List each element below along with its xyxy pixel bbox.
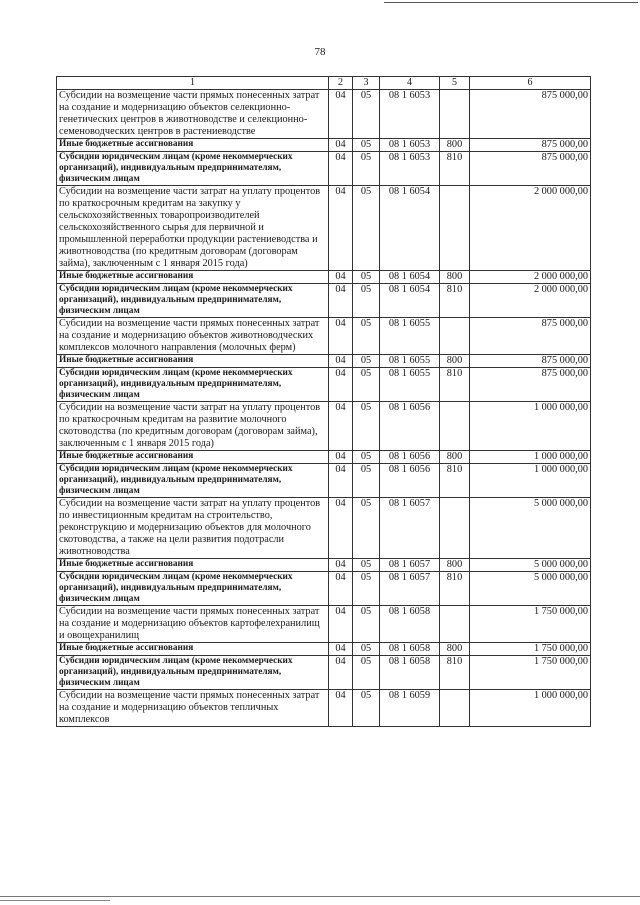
row-subsection: 05	[353, 355, 380, 368]
row-expense-type	[440, 690, 470, 727]
row-expense-type: 800	[440, 643, 470, 656]
row-section: 04	[329, 368, 353, 402]
table-row	[57, 318, 591, 355]
row-expense-type: 810	[440, 464, 470, 498]
row-section: 04	[329, 498, 353, 559]
row-amount: 2 000 000,00	[470, 186, 591, 271]
row-amount: 1 000 000,00	[470, 690, 591, 727]
row-expense-type	[440, 606, 470, 643]
row-section: 04	[329, 643, 353, 656]
table-row	[57, 284, 591, 318]
page-number: 78	[314, 46, 326, 58]
row-subsection: 05	[353, 271, 380, 284]
table-header-row	[57, 77, 591, 90]
row-amount: 875 000,00	[470, 355, 591, 368]
row-target-code: 08 1 6054	[380, 284, 440, 318]
table-row	[57, 690, 591, 727]
row-description: Субсидии на возмещение части прямых понесенных затрат на создание и модернизацию объектов селекционно-генетических центров в животноводстве и селекционно-семеноводческих центров в растениеводстве	[57, 90, 329, 139]
row-section: 04	[329, 572, 353, 606]
header-col-4: 4	[380, 77, 440, 90]
table-row	[57, 464, 591, 498]
row-target-code: 08 1 6054	[380, 271, 440, 284]
table-row	[57, 559, 591, 572]
row-section: 04	[329, 464, 353, 498]
row-amount: 875 000,00	[470, 90, 591, 139]
row-description: Субсидии юридическим лицам (кроме некоммерческих организаций), индивидуальным предпринимателям, физическим лицам	[57, 368, 329, 402]
row-expense-type: 810	[440, 656, 470, 690]
row-amount: 1 000 000,00	[470, 402, 591, 451]
row-description: Субсидии на возмещение части прямых понесенных затрат на создание и модернизацию объектов картофелехранилищ и овощехранилищ	[57, 606, 329, 643]
table-body	[57, 90, 591, 727]
row-description: Субсидии юридическим лицам (кроме некоммерческих организаций), индивидуальным предпринимателям, физическим лицам	[57, 464, 329, 498]
row-expense-type: 810	[440, 152, 470, 186]
row-expense-type: 800	[440, 451, 470, 464]
row-target-code: 08 1 6058	[380, 643, 440, 656]
row-section: 04	[329, 90, 353, 139]
row-target-code: 08 1 6059	[380, 690, 440, 727]
row-target-code: 08 1 6053	[380, 90, 440, 139]
row-expense-type: 810	[440, 368, 470, 402]
row-expense-type	[440, 186, 470, 271]
row-amount: 1 000 000,00	[470, 451, 591, 464]
header-col-3: 3	[353, 77, 380, 90]
row-target-code: 08 1 6053	[380, 139, 440, 152]
table-row	[57, 271, 591, 284]
row-subsection: 05	[353, 656, 380, 690]
table-row	[57, 643, 591, 656]
row-amount: 1 750 000,00	[470, 656, 591, 690]
table-row	[57, 368, 591, 402]
table-row	[57, 355, 591, 368]
row-expense-type: 810	[440, 284, 470, 318]
row-target-code: 08 1 6055	[380, 368, 440, 402]
row-section: 04	[329, 606, 353, 643]
scan-border-line	[0, 900, 110, 901]
row-section: 04	[329, 152, 353, 186]
row-section: 04	[329, 139, 353, 152]
header-col-5: 5	[440, 77, 470, 90]
table-row	[57, 402, 591, 451]
row-target-code: 08 1 6053	[380, 152, 440, 186]
row-amount: 1 750 000,00	[470, 643, 591, 656]
row-description: Иные бюджетные ассигнования	[57, 559, 329, 572]
row-expense-type: 800	[440, 355, 470, 368]
scan-border-line	[0, 896, 640, 897]
row-target-code: 08 1 6055	[380, 355, 440, 368]
table-row	[57, 139, 591, 152]
row-amount: 1 750 000,00	[470, 606, 591, 643]
row-target-code: 08 1 6058	[380, 656, 440, 690]
row-description: Иные бюджетные ассигнования	[57, 355, 329, 368]
row-amount: 2 000 000,00	[470, 284, 591, 318]
row-target-code: 08 1 6054	[380, 186, 440, 271]
row-target-code: 08 1 6056	[380, 451, 440, 464]
table-row	[57, 451, 591, 464]
budget-table	[56, 76, 591, 727]
row-section: 04	[329, 284, 353, 318]
row-expense-type: 800	[440, 559, 470, 572]
header-col-1: 1	[57, 77, 329, 90]
row-description: Иные бюджетные ассигнования	[57, 271, 329, 284]
row-subsection: 05	[353, 152, 380, 186]
table-row	[57, 656, 591, 690]
row-section: 04	[329, 690, 353, 727]
row-amount: 5 000 000,00	[470, 572, 591, 606]
row-subsection: 05	[353, 606, 380, 643]
row-expense-type: 810	[440, 572, 470, 606]
row-subsection: 05	[353, 402, 380, 451]
row-description: Субсидии на возмещение части затрат на уплату процентов по инвестиционным кредитам на строительство, реконструкцию и модернизацию объектов для молочного скотоводства, а также на цели развития подотрасли животноводства	[57, 498, 329, 559]
row-target-code: 08 1 6056	[380, 464, 440, 498]
row-target-code: 08 1 6057	[380, 559, 440, 572]
row-description: Субсидии юридическим лицам (кроме некоммерческих организаций), индивидуальным предпринимателям, физическим лицам	[57, 284, 329, 318]
row-subsection: 05	[353, 90, 380, 139]
row-target-code: 08 1 6057	[380, 572, 440, 606]
row-subsection: 05	[353, 451, 380, 464]
row-description: Субсидии юридическим лицам (кроме некоммерческих организаций), индивидуальным предпринимателям, физическим лицам	[57, 152, 329, 186]
row-subsection: 05	[353, 464, 380, 498]
row-subsection: 05	[353, 139, 380, 152]
scan-border-line	[384, 2, 638, 3]
row-expense-type: 800	[440, 271, 470, 284]
row-amount: 875 000,00	[470, 152, 591, 186]
table-row	[57, 186, 591, 271]
table-row	[57, 572, 591, 606]
row-subsection: 05	[353, 498, 380, 559]
table-row	[57, 498, 591, 559]
row-subsection: 05	[353, 318, 380, 355]
row-section: 04	[329, 318, 353, 355]
row-description: Субсидии юридическим лицам (кроме некоммерческих организаций), индивидуальным предпринимателям, физическим лицам	[57, 572, 329, 606]
row-subsection: 05	[353, 186, 380, 271]
row-expense-type: 800	[440, 139, 470, 152]
row-description: Субсидии на возмещение части затрат на уплату процентов по краткосрочным кредитам на закупку у сельскохозяйственных товаропроизводителей сельскохозяйственного сырья для первичной и промышленной переработки продукции растениеводства и животноводства (по кредитным договорам (договорам займа), заключенным с 1 января 2015 года)	[57, 186, 329, 271]
row-section: 04	[329, 402, 353, 451]
row-subsection: 05	[353, 572, 380, 606]
row-section: 04	[329, 271, 353, 284]
row-description: Субсидии на возмещение части прямых понесенных затрат на создание и модернизацию объектов тепличных комплексов	[57, 690, 329, 727]
row-description: Субсидии юридическим лицам (кроме некоммерческих организаций), индивидуальным предпринимателям, физическим лицам	[57, 656, 329, 690]
row-description: Иные бюджетные ассигнования	[57, 139, 329, 152]
row-amount: 5 000 000,00	[470, 498, 591, 559]
row-expense-type	[440, 498, 470, 559]
row-section: 04	[329, 186, 353, 271]
row-amount: 875 000,00	[470, 318, 591, 355]
table-row	[57, 90, 591, 139]
row-target-code: 08 1 6055	[380, 318, 440, 355]
row-subsection: 05	[353, 690, 380, 727]
table-row	[57, 152, 591, 186]
row-target-code: 08 1 6057	[380, 498, 440, 559]
row-amount: 5 000 000,00	[470, 559, 591, 572]
row-subsection: 05	[353, 368, 380, 402]
row-subsection: 05	[353, 284, 380, 318]
row-section: 04	[329, 451, 353, 464]
row-description: Субсидии на возмещение части затрат на уплату процентов по краткосрочным кредитам на развитие молочного скотоводства (по кредитным договорам (договорам займа), заключенным с 1 января 2015 года)	[57, 402, 329, 451]
header-col-2: 2	[329, 77, 353, 90]
row-amount: 875 000,00	[470, 368, 591, 402]
row-section: 04	[329, 656, 353, 690]
row-description: Иные бюджетные ассигнования	[57, 643, 329, 656]
row-section: 04	[329, 559, 353, 572]
row-expense-type	[440, 318, 470, 355]
row-subsection: 05	[353, 559, 380, 572]
row-amount: 875 000,00	[470, 139, 591, 152]
row-amount: 1 000 000,00	[470, 464, 591, 498]
row-description: Иные бюджетные ассигнования	[57, 451, 329, 464]
row-description: Субсидии на возмещение части прямых понесенных затрат на создание и модернизацию объектов животноводческих комплексов молочного направления (молочных ферм)	[57, 318, 329, 355]
row-expense-type	[440, 402, 470, 451]
row-target-code: 08 1 6056	[380, 402, 440, 451]
row-section: 04	[329, 355, 353, 368]
row-amount: 2 000 000,00	[470, 271, 591, 284]
header-col-6: 6	[470, 77, 591, 90]
row-subsection: 05	[353, 643, 380, 656]
row-target-code: 08 1 6058	[380, 606, 440, 643]
table-row	[57, 606, 591, 643]
row-expense-type	[440, 90, 470, 139]
